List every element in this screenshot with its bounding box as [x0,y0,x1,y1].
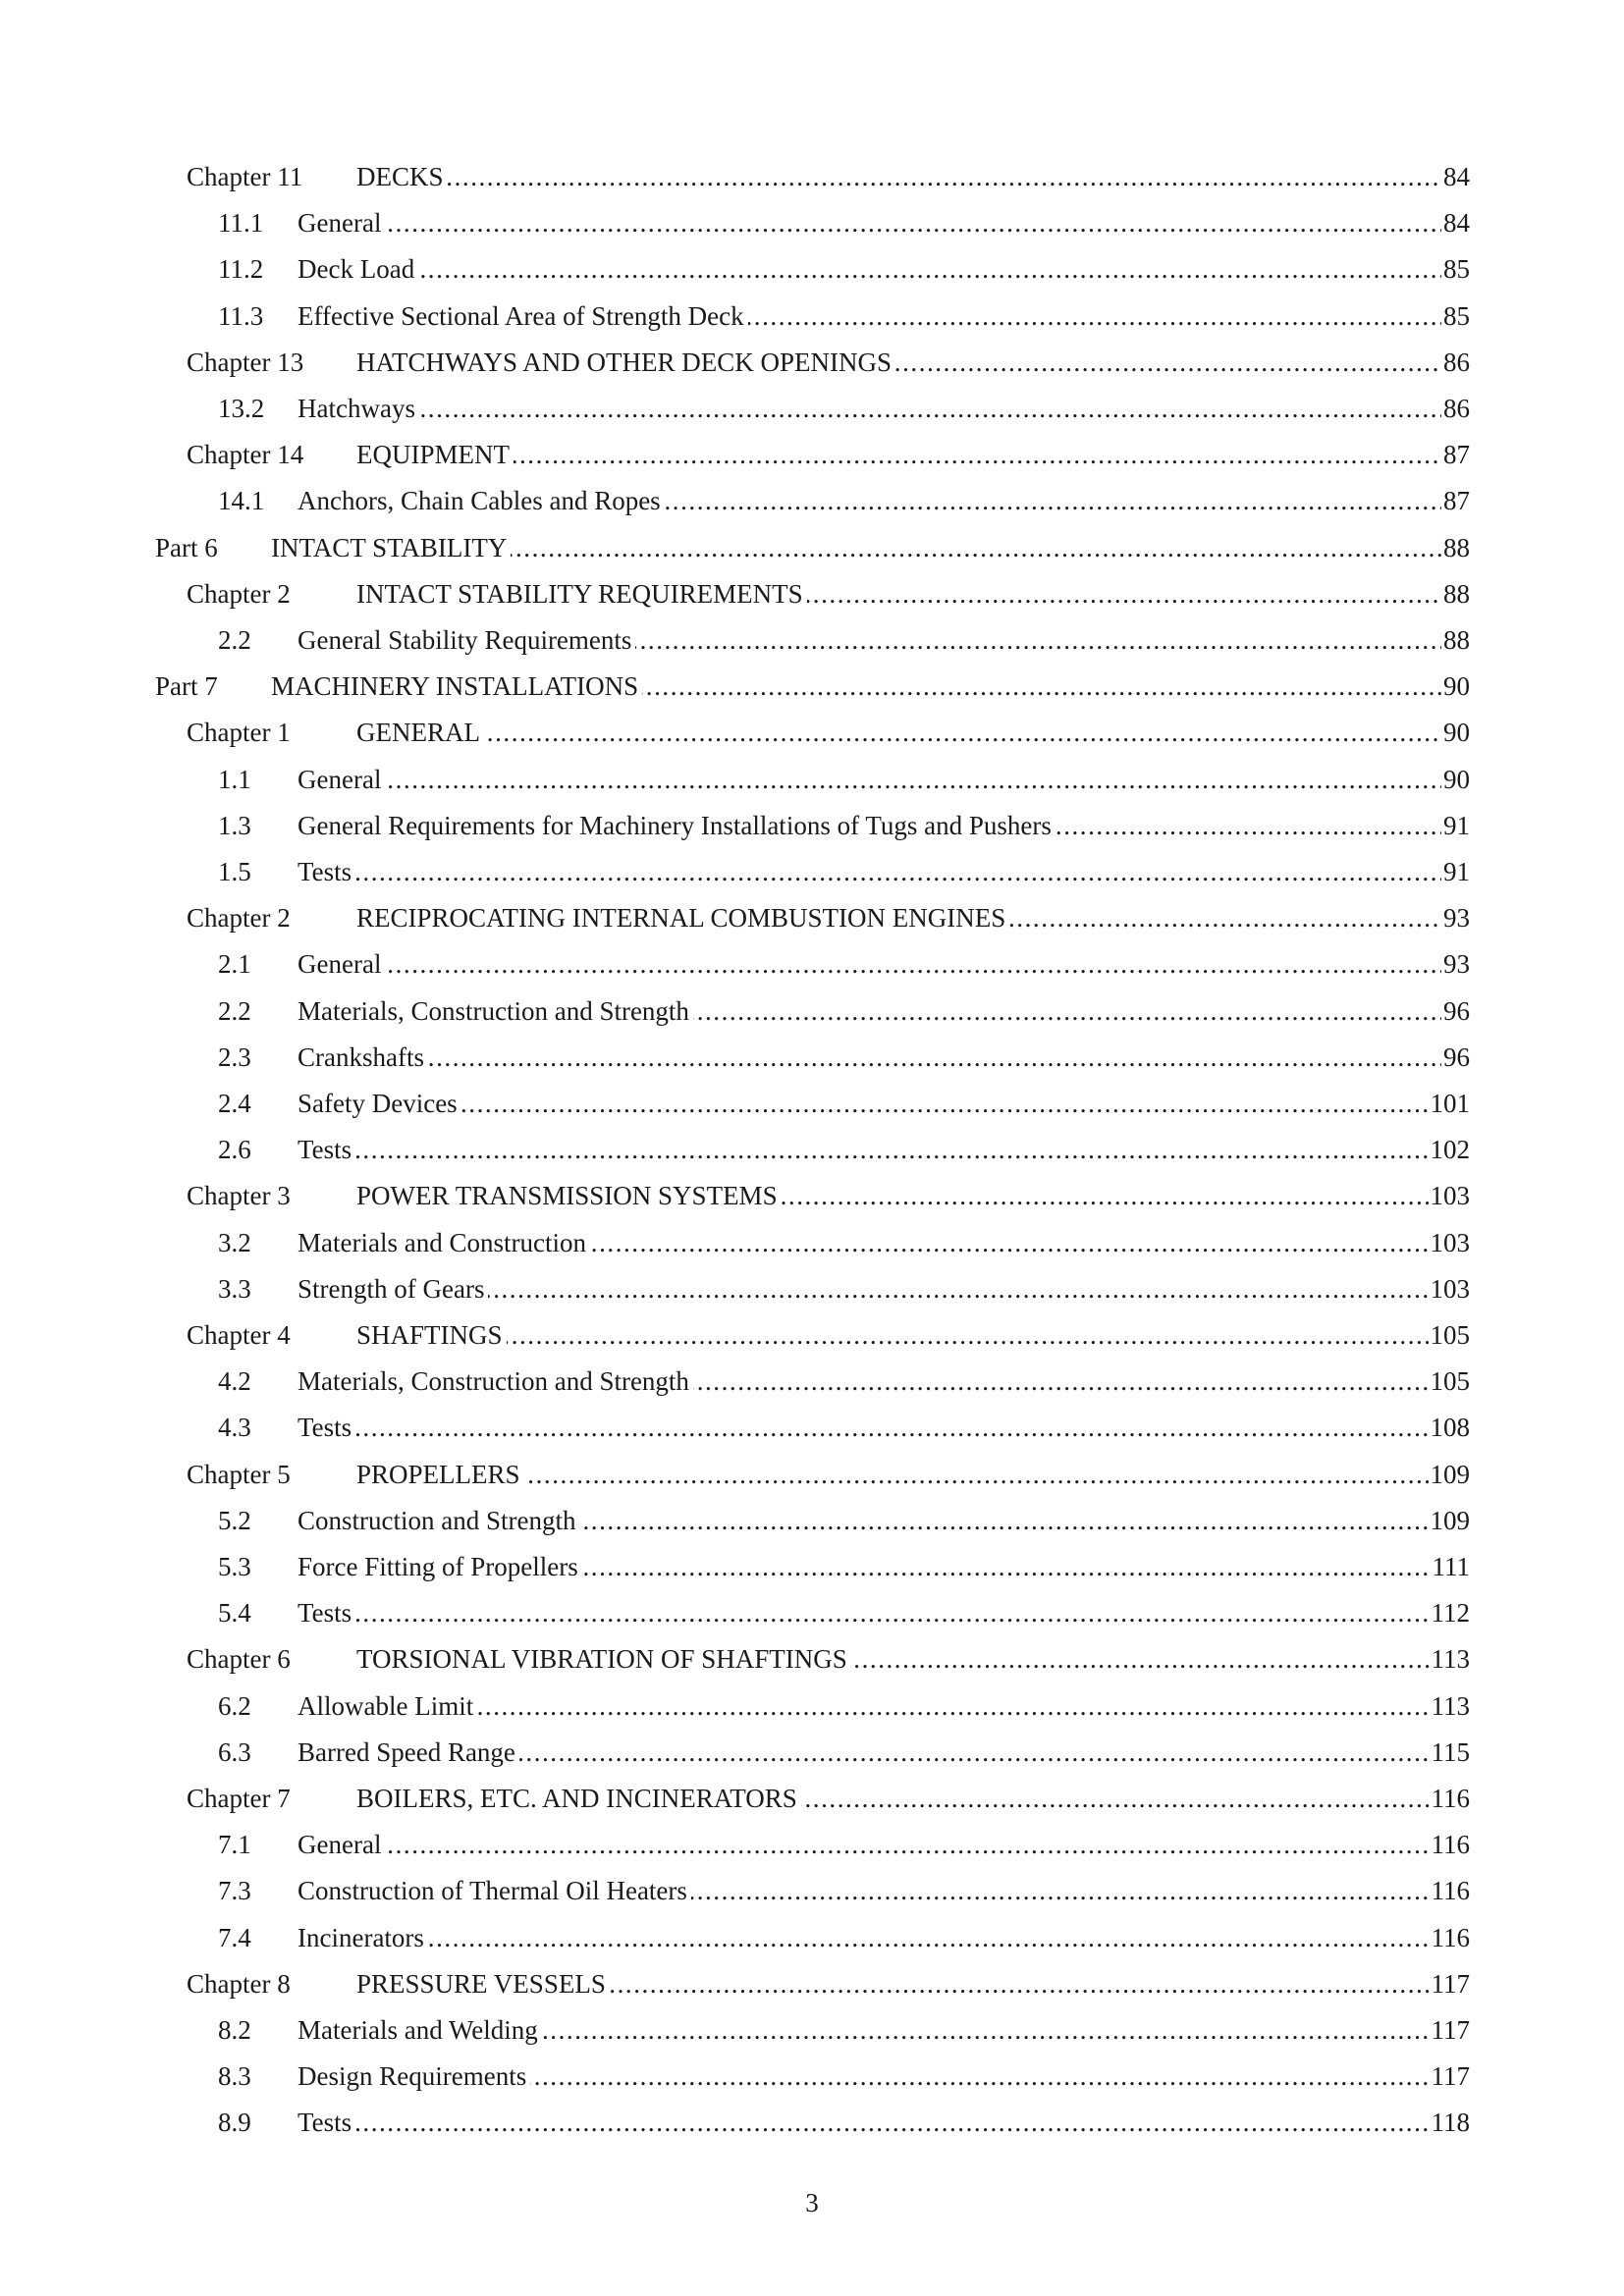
toc-entry-title: Barred Speed Range [298,1737,519,1767]
toc-entry-section[interactable] [0,1825,1470,1864]
toc-entry-page: 113 [1430,1639,1471,1679]
toc-entry-number: 11.3 [218,300,264,331]
toc-entry-number: 8.9 [218,2108,251,2138]
toc-entry-page: 117 [1430,1964,1471,2003]
toc-entry-title: Construction and Strength [298,1506,579,1535]
toc-entry-section[interactable] [0,1593,1470,1632]
toc-entry-section[interactable] [0,2103,1470,2142]
toc-entry-part[interactable] [0,528,1470,567]
toc-entry-number: Chapter 13 [187,347,304,377]
toc-entry-section[interactable] [0,1038,1470,1077]
toc-entry-section[interactable] [0,203,1470,242]
toc-entry-number: Part 6 [155,532,218,562]
toc-entry-number: 11.2 [218,254,264,285]
dot-leader [298,1038,1470,1077]
toc-entry-number: Chapter 14 [187,440,304,470]
toc-entry-page: 109 [1429,1501,1471,1540]
toc-entry-page: 103 [1429,1223,1471,1262]
toc-entry-section[interactable] [0,249,1470,289]
toc-entry-page: 109 [1429,1455,1471,1494]
toc-entry-page: 116 [1430,1918,1471,1957]
toc-entry-page: 102 [1429,1130,1471,1169]
toc-entry-page: 117 [1430,2010,1471,2050]
dot-leader [298,1084,1470,1123]
toc-entry-title: Materials and Welding [298,2015,542,2045]
toc-entry-title: HATCHWAYS AND OTHER DECK OPENINGS [356,347,895,377]
toc-entry-title: General [298,1830,385,1859]
toc-entry-section[interactable] [0,1223,1470,1262]
dot-leader [298,1593,1470,1632]
toc-entry-page: 93 [1441,898,1470,937]
toc-entry-title: General Requirements for Machinery Installations of Tugs and Pushers [298,811,1056,840]
page-number: 3 [805,2188,819,2217]
toc-entry-number: 2.6 [218,1135,251,1165]
toc-entry-page: 103 [1429,1269,1471,1308]
toc-entry-section[interactable] [0,1686,1470,1726]
toc-entry-section[interactable] [0,1130,1470,1169]
dot-leader [298,203,1470,242]
toc-entry-title: Incinerators [298,1923,428,1952]
toc-entry-number: 14.1 [218,486,265,516]
toc-entry-title: Tests [298,857,355,886]
toc-entry-section[interactable] [0,1084,1470,1123]
toc-entry-section[interactable] [0,1918,1470,1957]
toc-entry-section[interactable] [0,944,1470,984]
toc-entry-part[interactable] [0,667,1470,706]
toc-entry-title: PROPELLERS [356,1460,524,1489]
toc-entry-section[interactable] [0,2056,1470,2096]
toc-entry-number: Chapter 2 [187,903,291,934]
toc-entry-title: Allowable Limit [298,1691,477,1721]
toc-entry-chapter[interactable] [0,713,1470,752]
toc-entry-page: 90 [1441,713,1470,752]
toc-entry-section[interactable] [0,1362,1470,1401]
toc-entry-title: General [298,949,385,979]
toc-entry-number: Chapter 7 [187,1784,291,1813]
dot-leader [356,713,1470,752]
toc-entry-chapter[interactable] [0,1779,1470,1818]
toc-entry-number: 6.3 [218,1736,251,1767]
toc-entry-page: 117 [1430,2056,1471,2096]
toc-entry-title: Tests [298,2108,355,2137]
toc-entry-title: INTACT STABILITY REQUIREMENTS [356,579,807,609]
toc-entry-page: 115 [1430,1733,1471,1772]
dot-leader [298,1130,1470,1169]
toc-entry-page: 118 [1430,2103,1471,2142]
toc-entry-page: 108 [1429,1408,1471,1447]
toc-entry-number: 8.2 [218,2015,251,2045]
toc-entry-section[interactable] [0,1871,1470,1910]
dot-leader [298,944,1470,984]
toc-entry-title: POWER TRANSMISSION SYSTEMS [356,1181,782,1210]
toc-entry-page: 86 [1441,343,1470,382]
toc-entry-section[interactable] [0,806,1470,845]
toc-entry-number: 2.3 [218,1041,251,1072]
dot-leader [298,760,1470,799]
toc-entry-chapter[interactable] [0,1176,1470,1215]
toc-entry-title: Deck Load [298,254,418,284]
toc-entry-number: 4.2 [218,1366,251,1397]
toc-entry-number: 6.2 [218,1690,251,1721]
toc-entry-section[interactable] [0,1408,1470,1447]
toc-entry-title: Strength of Gears [298,1274,488,1304]
toc-entry-number: 1.1 [218,764,251,794]
toc-entry-page: 88 [1441,528,1470,567]
toc-entry-section[interactable] [0,760,1470,799]
toc-entry-title: Tests [298,1598,355,1628]
toc-entry-page: 113 [1430,1686,1471,1726]
toc-entry-number: 8.3 [218,2061,251,2092]
toc-entry-section[interactable] [0,2010,1470,2050]
toc-entry-title: SHAFTINGS [356,1320,507,1350]
toc-entry-number: Part 7 [155,671,218,702]
toc-entry-number: 1.3 [218,810,251,840]
toc-entry-number: 7.1 [218,1830,251,1860]
toc-entry-number: Chapter 3 [187,1181,291,1211]
toc-entry-title: INTACT STABILITY [271,533,511,562]
toc-entry-number: 2.1 [218,949,251,980]
toc-entry-title: General Stability Requirements [298,625,635,655]
toc-entry-section[interactable] [0,1733,1470,1772]
dot-leader [356,157,1470,196]
toc-entry-number: 5.3 [218,1552,251,1581]
toc-entry-title: Tests [298,1413,355,1442]
dot-leader [298,1918,1470,1957]
toc-entry-title: Design Requirements [298,2061,530,2091]
toc-entry-title: General [298,765,385,794]
toc-entry-chapter[interactable] [0,1455,1470,1494]
toc-entry-chapter[interactable] [0,898,1470,937]
toc-entry-number: 3.3 [218,1273,251,1304]
toc-entry-title: Materials, Construction and Strength [298,996,693,1026]
toc-entry-page: 111 [1431,1547,1471,1586]
toc-entry-section[interactable] [0,1501,1470,1540]
toc-entry-page: 93 [1441,944,1470,984]
toc-entry-number: Chapter 2 [187,578,291,609]
toc-entry-section[interactable] [0,991,1470,1031]
toc-entry-page: 91 [1441,852,1470,891]
toc-entry-number: Chapter 4 [187,1320,291,1350]
toc-entry-number: 4.3 [218,1413,251,1443]
toc-entry-title: TORSIONAL VIBRATION OF SHAFTINGS [356,1644,851,1674]
toc-entry-number: Chapter 8 [187,1968,291,1999]
dot-leader [298,852,1470,891]
toc-entry-title: BOILERS, ETC. AND INCINERATORS [356,1784,801,1813]
toc-entry-page: 116 [1430,1779,1471,1818]
toc-entry-page: 105 [1429,1315,1471,1355]
toc-entry-title: EQUIPMENT [356,440,514,469]
dot-leader [298,249,1470,289]
toc-entry-chapter[interactable] [0,1315,1470,1355]
toc-entry-number: 5.4 [218,1598,251,1629]
toc-entry-title: Effective Sectional Area of Strength Deck [298,301,748,331]
toc-entry-title: MACHINERY INSTALLATIONS [271,671,642,701]
toc-entry-number: 5.2 [218,1505,251,1535]
toc-entry-number: Chapter 1 [187,718,291,748]
toc-entry-title: Materials, Construction and Strength [298,1366,693,1396]
toc-entry-title: PRESSURE VESSELS [356,1969,610,1999]
toc-entry-page: 116 [1430,1825,1471,1864]
toc-entry-title: General [298,208,385,238]
toc-entry-title: Force Fitting of Propellers [298,1552,582,1581]
toc-entry-page: 84 [1441,203,1470,242]
toc-entry-title: Crankshafts [298,1042,428,1072]
toc-entry-title: Tests [298,1135,355,1164]
dot-leader [356,435,1470,474]
dot-leader [298,1825,1470,1864]
dot-leader [298,389,1470,428]
toc-entry-title: DECKS [356,162,448,191]
toc-entry-number: 2.2 [218,995,251,1026]
toc-entry-title: Materials and Construction [298,1228,590,1257]
dot-leader [298,2103,1470,2142]
toc-entry-page: 90 [1441,760,1470,799]
toc-entry-number: 7.3 [218,1876,251,1906]
toc-entry-chapter[interactable] [0,435,1470,474]
toc-entry-number: Chapter 11 [187,162,303,191]
toc-entry-title: Hatchways [298,394,419,423]
toc-entry-page: 88 [1441,574,1470,614]
toc-entry-page: 91 [1441,806,1470,845]
toc-entry-section[interactable] [0,1269,1470,1308]
toc-entry-page: 90 [1441,667,1470,706]
toc-entry-page: 85 [1441,249,1470,289]
toc-entry-section[interactable] [0,296,1470,336]
toc-entry-number: 2.4 [218,1089,251,1118]
toc-entry-number: Chapter 6 [187,1644,291,1675]
toc-entry-number: Chapter 5 [187,1459,291,1489]
dot-leader [356,1315,1470,1355]
toc-entry-chapter[interactable] [0,574,1470,614]
toc-entry-number: 3.2 [218,1227,251,1257]
toc-entry-page: 96 [1441,1038,1470,1077]
toc-entry-page: 101 [1429,1084,1471,1123]
toc-entry-number: 7.4 [218,1922,251,1952]
toc-entry-section[interactable] [0,389,1470,428]
toc-entry-page: 105 [1429,1362,1471,1401]
toc-entry-section[interactable] [0,481,1470,520]
toc-entry-page: 103 [1429,1176,1471,1215]
toc-entry-title: RECIPROCATING INTERNAL COMBUSTION ENGINES [356,903,1009,933]
toc-entry-number: 2.2 [218,625,251,655]
toc-entry-page: 88 [1441,620,1470,660]
toc-entry-page: 87 [1441,435,1470,474]
toc-entry-number: 13.2 [218,394,265,423]
toc-entry-page: 112 [1430,1593,1471,1632]
toc-entry-number: 11.1 [218,208,264,239]
toc-entry-title: Anchors, Chain Cables and Ropes [298,486,665,515]
toc-entry-chapter[interactable] [0,1964,1470,2003]
toc-entry-page: 96 [1441,991,1470,1031]
toc-entry-number: 1.5 [218,857,251,886]
toc-entry-title: GENERAL [356,718,484,747]
toc-entry-title: Construction of Thermal Oil Heaters [298,1876,691,1905]
toc-entry-section[interactable] [0,620,1470,660]
toc-entry-page: 87 [1441,481,1470,520]
toc-entry-page: 84 [1441,157,1470,196]
toc-entry-chapter[interactable] [0,157,1470,196]
toc-entry-chapter[interactable] [0,343,1470,382]
toc-entry-title: Safety Devices [298,1089,461,1118]
toc-entry-page: 85 [1441,296,1470,336]
toc-entry-page: 86 [1441,389,1470,428]
dot-leader [298,1408,1470,1447]
toc-entry-chapter[interactable] [0,1639,1470,1679]
toc-entry-section[interactable] [0,1547,1470,1586]
toc-entry-page: 116 [1430,1871,1471,1910]
toc-entry-section[interactable] [0,852,1470,891]
